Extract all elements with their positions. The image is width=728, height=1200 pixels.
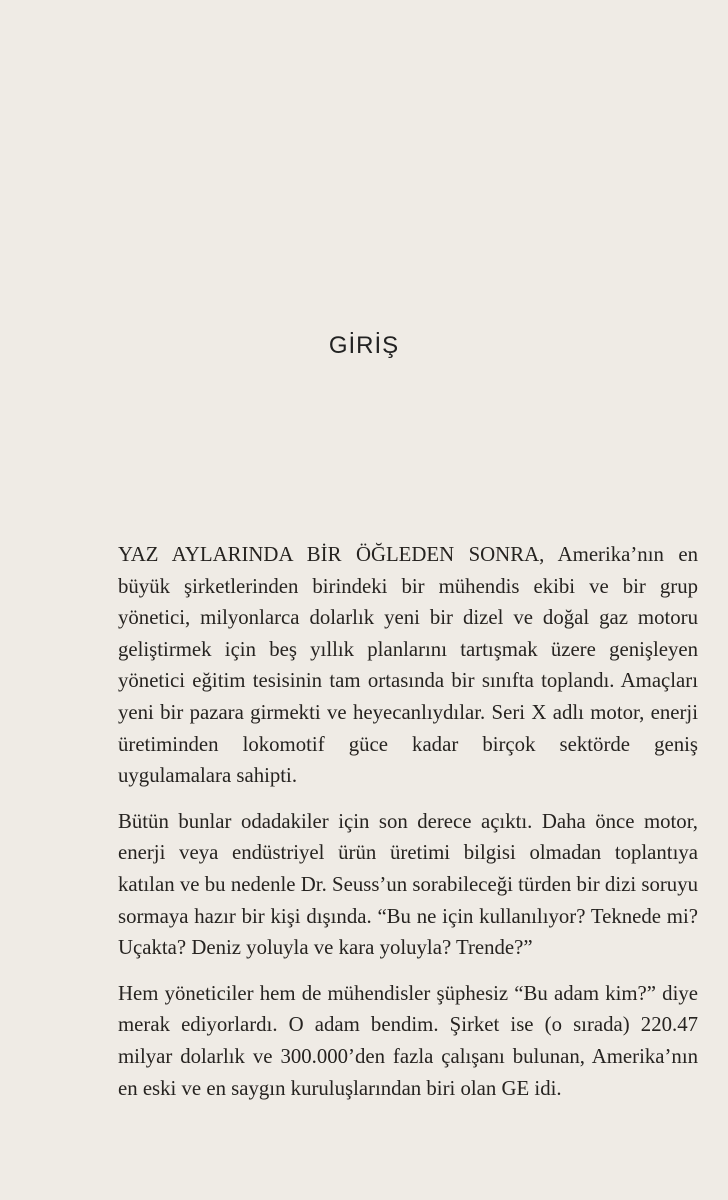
paragraph-2-text: Bütün bunlar odadakiler için son derece açıktı. Daha önce motor, enerji veya endüstriyel ürün üretimi bilgisi olmadan toplantıya katılan ve bu nedenle Dr. Seuss’un sorabileceği türden bir dizi soruyu sormaya hazır bir kişi dışında. “Bu ne için kullanılıyor? Teknede mi? Uçakta? Deniz yoluyla ve kara yoluyla? Trende?”	[118, 809, 698, 960]
chapter-title: GİRİŞ	[328, 332, 400, 359]
paragraph-1	[118, 539, 698, 792]
paragraph-3-text: Hem yöneticiler hem de mühendisler şüphesiz “Bu adam kim?” diye merak ediyorlardı. O adam bendim. Şirket ise (o sırada) 220.47 milyar dolarlık ve 300.000’den fazla çalışanı bulunan, Amerika’nın en eski ve en saygın kuruluşlarından biri olan GE idi.	[118, 981, 698, 1100]
paragraph-3	[118, 978, 698, 1104]
paragraph-1-text: Amerika’nın en büyük şirketlerinden birindeki bir mühendis ekibi ve bir grup yönetici, milyonlarca dolarlık yeni bir dizel ve doğal gaz motoru geliştirmek için beş yıllık planlarını tartışmak üzere genişleyen yönetici eğitim tesisinin tam ortasında bir sınıfta toplandı. Amaçları yeni bir pazara girmekti ve heyecanlıydılar. Seri X adlı motor, enerji üretiminden lokomotif güce kadar birçok sektörde geniş uygulamalara sahipti.	[118, 543, 698, 788]
paragraph-2	[118, 806, 698, 964]
body-text	[118, 539, 698, 1104]
paragraph-lead-in: YAZ AYLARINDA BİR ÖĞLEDEN SONRA,	[118, 543, 545, 566]
